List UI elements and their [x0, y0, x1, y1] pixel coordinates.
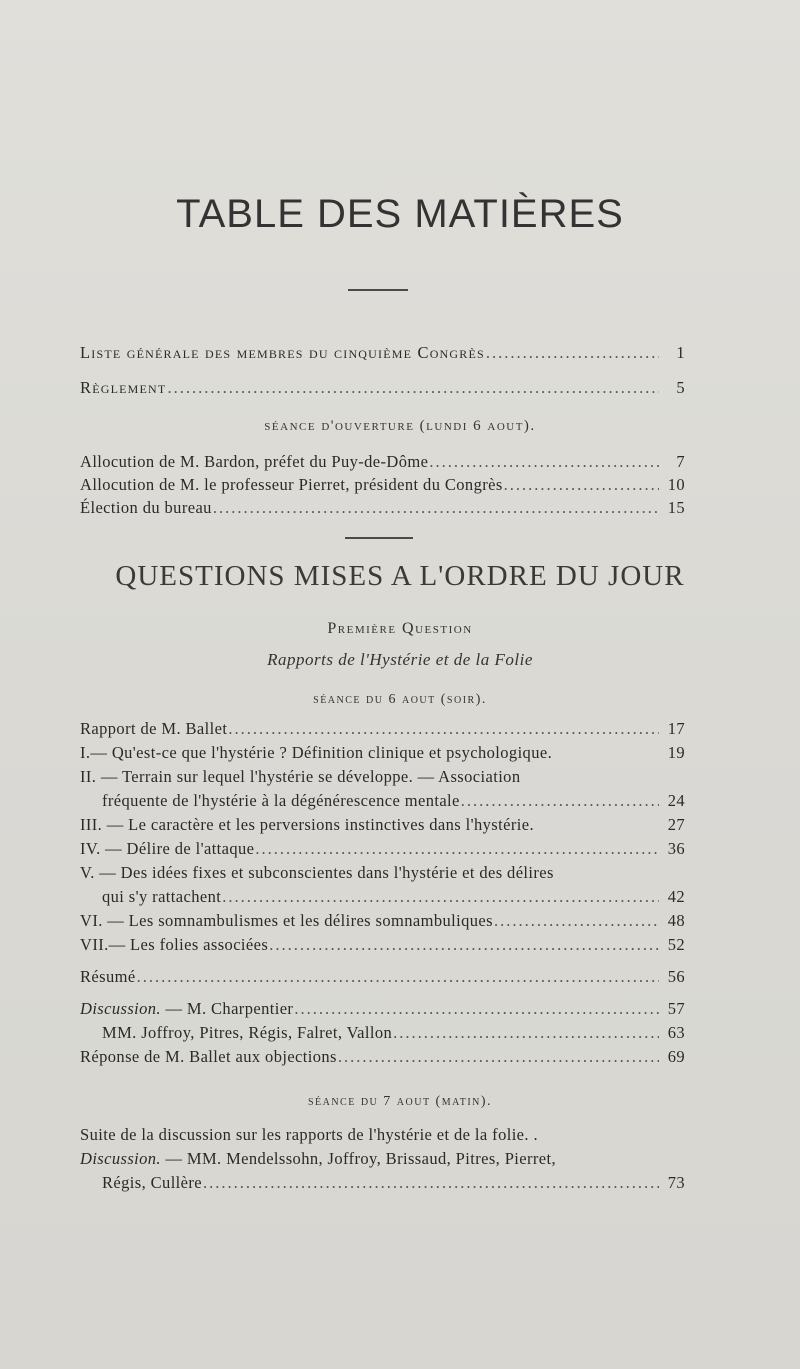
toc-entry-label: qui s'y rattachent	[102, 887, 222, 906]
toc-entry-page: 36	[667, 839, 685, 858]
question-label: Première Question	[327, 620, 473, 637]
leader-dots	[222, 887, 659, 907]
discussion-rest: — M. Charpentier	[165, 999, 294, 1018]
toc-entry-page: 73	[667, 1173, 685, 1192]
toc-entry-label: IV. — Délire de l'attaque	[80, 839, 255, 858]
toc-entry-page: 24	[667, 791, 685, 810]
toc-entry-page: 56	[667, 967, 685, 986]
leader-dots	[504, 475, 659, 495]
leader-dots	[486, 343, 659, 363]
toc-entry-label: Résumé	[80, 967, 136, 986]
leader-dots	[167, 378, 659, 398]
toc-entry-label: I.— Qu'est-ce que l'hystérie ? Définition clinique et psychologique.	[80, 743, 553, 762]
section-rule	[345, 537, 413, 539]
toc-entry	[80, 475, 685, 495]
toc-entry	[80, 1047, 685, 1067]
toc-entry-page: 1	[676, 343, 685, 362]
toc-entry	[80, 343, 685, 363]
leader-dots	[494, 911, 659, 931]
toc-entry-label: VII.— Les folies associées	[80, 935, 269, 954]
section-title: QUESTIONS MISES A L'ORDRE DU JOUR	[115, 560, 685, 592]
toc-entry-page: 15	[667, 498, 685, 517]
toc-entry-label: III. — Le caractère et les perversions instinctives dans l'hystérie.	[80, 815, 534, 834]
toc-entry-line: Suite de la discussion sur les rapports de l'hystérie et de la folie. .	[80, 1125, 538, 1144]
toc-entry	[80, 815, 685, 835]
toc-entry	[80, 498, 685, 518]
leader-dots	[213, 498, 659, 518]
leader-dots	[294, 999, 659, 1019]
toc-entry-label: Règlement	[80, 378, 167, 397]
toc-entry-page: 69	[667, 1047, 685, 1066]
discussion-rest: — MM. Mendelssohn, Joffroy, Brissaud, Pitres, Pierret,	[160, 1149, 557, 1168]
toc-entry	[80, 743, 685, 763]
toc-entry-line: II. — Terrain sur lequel l'hystérie se développe. — Association	[80, 767, 521, 786]
page-title: TABLE DES MATIÈRES	[176, 192, 624, 236]
toc-entry	[102, 791, 685, 811]
toc-entry-label: fréquente de l'hystérie à la dégénérescence mentale	[102, 791, 460, 810]
leader-dots	[255, 839, 659, 859]
toc-entry	[80, 378, 685, 398]
toc-entry-page: 10	[667, 475, 685, 494]
toc-entry-page: 48	[667, 911, 685, 930]
seance-heading: séance du 6 aout (soir).	[313, 692, 487, 707]
toc-entry-page: 5	[676, 378, 685, 397]
leader-dots	[393, 1023, 659, 1043]
toc-entry-page: 57	[667, 999, 685, 1018]
toc-entry	[80, 935, 685, 955]
toc-entry-label: Rapport de M. Ballet	[80, 719, 228, 738]
toc-entry-label: Liste générale des membres du cinquième Congrès	[80, 343, 485, 362]
seance-heading: séance du 7 aout (matin).	[307, 1094, 493, 1109]
leader-dots	[429, 452, 659, 472]
title-rule	[348, 289, 408, 291]
toc-entry	[80, 452, 685, 472]
toc-entry-page: 52	[667, 935, 685, 954]
toc-entry-page: 63	[667, 1023, 685, 1042]
leader-dots	[269, 935, 659, 955]
toc-entry	[80, 999, 685, 1019]
discussion-word: Discussion.	[80, 999, 161, 1018]
toc-entry-page: 7	[676, 452, 685, 471]
question-subject: Rapports de l'Hystérie et de la Folie	[267, 650, 533, 669]
toc-entry-page: 27	[667, 815, 685, 834]
toc-entry-label: Réponse de M. Ballet aux objections	[80, 1047, 337, 1066]
discussion-word: Discussion.	[80, 1149, 161, 1168]
toc-entry	[80, 719, 685, 739]
toc-entry	[80, 967, 685, 987]
seance-heading: séance d'ouverture (lundi 6 aout).	[264, 418, 536, 434]
leader-dots	[137, 967, 659, 987]
leader-dots	[338, 1047, 659, 1067]
toc-entry	[102, 1023, 685, 1043]
toc-entry-label: Allocution de M. Bardon, préfet du Puy-de-Dôme	[80, 452, 429, 471]
toc-entry	[80, 839, 685, 859]
toc-entry	[102, 1173, 685, 1193]
toc-entry-line: V. — Des idées fixes et subconscientes dans l'hystérie et des délires	[80, 863, 554, 882]
leader-dots	[461, 791, 659, 811]
toc-entry-page: 42	[667, 887, 685, 906]
leader-dots	[228, 719, 659, 739]
toc-entry-label: Allocution de M. le professeur Pierret, président du Congrès	[80, 475, 503, 494]
toc-entry-line	[80, 1149, 685, 1169]
toc-entry-label	[80, 999, 293, 1019]
toc-entry	[80, 911, 685, 931]
toc-entry-label: Régis, Cullère	[102, 1173, 202, 1192]
toc-entry	[102, 887, 685, 907]
toc-entry-label: Élection du bureau	[80, 498, 212, 517]
toc-entry-page: 17	[667, 719, 685, 738]
toc-entry-label: MM. Joffroy, Pitres, Régis, Falret, Vallon	[102, 1023, 393, 1042]
toc-entry-label: VI. — Les somnambulismes et les délires somnambuliques	[80, 911, 493, 930]
toc-entry-page: 19	[667, 743, 685, 762]
leader-dots	[203, 1173, 659, 1193]
